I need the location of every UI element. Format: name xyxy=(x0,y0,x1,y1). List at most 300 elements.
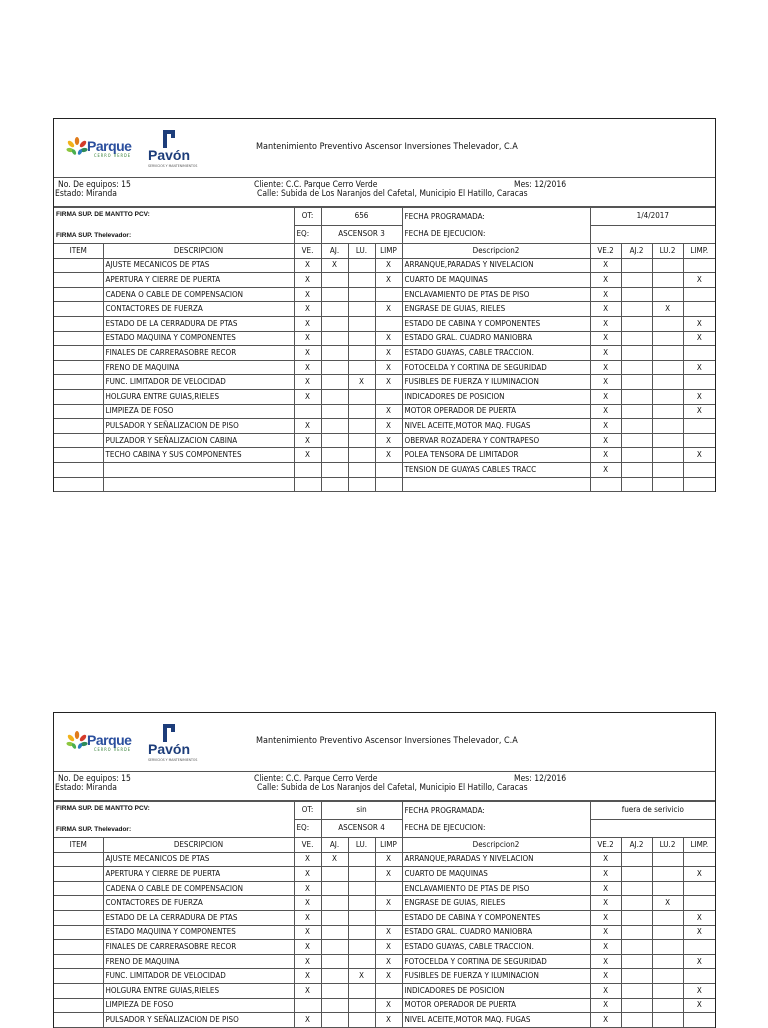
table-cell xyxy=(683,852,715,867)
table-cell: X xyxy=(590,448,621,463)
table-cell xyxy=(348,448,375,463)
table-cell: CONTACTORES DE FUERZA xyxy=(103,896,294,911)
table-cell: ESTADO DE LA CERRADURA DE PTAS xyxy=(103,910,294,925)
column-header: LU.2 xyxy=(652,244,683,259)
table-cell: X xyxy=(294,360,321,375)
table-cell xyxy=(652,969,683,984)
table-cell: X xyxy=(294,896,321,911)
table-cell xyxy=(321,881,348,896)
table-cell: X xyxy=(294,881,321,896)
table-cell: X xyxy=(683,389,715,404)
table-cell xyxy=(652,331,683,346)
table-cell: ESTADO MAQUINA Y COMPONENTES xyxy=(103,925,294,940)
table-cell xyxy=(54,287,103,302)
table-cell xyxy=(590,477,621,492)
table-row xyxy=(54,419,715,434)
no-equipos: No. De equipos: 15 xyxy=(58,774,131,784)
table-cell: X xyxy=(375,954,402,969)
table-cell xyxy=(321,969,348,984)
table-row xyxy=(54,881,715,896)
table-cell xyxy=(54,360,103,375)
table-cell xyxy=(54,375,103,390)
table-row xyxy=(54,925,715,940)
table-cell xyxy=(375,983,402,998)
table-cell: X xyxy=(294,983,321,998)
table-cell: X xyxy=(294,969,321,984)
column-header: AJ.2 xyxy=(621,244,652,259)
table-cell: X xyxy=(294,1013,321,1028)
table-cell: ENGRASE DE GUIAS, RIELES xyxy=(402,896,590,911)
table-cell xyxy=(321,925,348,940)
table-cell: X xyxy=(590,881,621,896)
table-cell xyxy=(348,477,375,492)
table-cell xyxy=(683,940,715,955)
pavon-tag: SERVICIOS Y MANTENIMIENTOS xyxy=(148,758,198,762)
table-cell: X xyxy=(375,419,402,434)
table-row xyxy=(54,360,715,375)
table-cell: ESTADO DE CABINA Y COMPONENTES xyxy=(402,910,590,925)
table-cell xyxy=(683,375,715,390)
table-cell xyxy=(621,867,652,882)
table-cell xyxy=(652,477,683,492)
maintenance-form-ascensor-3 xyxy=(53,118,716,492)
table-cell: CADENA O CABLE DE COMPENSACION xyxy=(103,881,294,896)
table-cell: X xyxy=(294,419,321,434)
table-cell xyxy=(621,1013,652,1028)
pavon-word: Pavón xyxy=(148,741,191,757)
table-cell xyxy=(321,462,348,477)
table-cell xyxy=(652,433,683,448)
table-cell: X xyxy=(294,302,321,317)
table-cell xyxy=(348,998,375,1013)
table-row xyxy=(54,375,715,390)
table-cell xyxy=(621,852,652,867)
table-cell xyxy=(294,998,321,1013)
table-row xyxy=(54,940,715,955)
estado: Estado: Miranda xyxy=(55,783,117,793)
table-cell xyxy=(621,331,652,346)
table-cell xyxy=(54,896,103,911)
table-row xyxy=(54,1013,715,1028)
table-cell xyxy=(348,346,375,361)
table-cell: X xyxy=(294,258,321,273)
calle: Calle: Subida de Los Naranjos del Cafetal, Municipio El Hatillo, Caracas xyxy=(257,783,528,793)
table-cell xyxy=(54,969,103,984)
table-cell xyxy=(348,389,375,404)
form-header xyxy=(54,713,715,772)
table-cell: FINALES DE CARRERASOBRE RECOR xyxy=(103,346,294,361)
parque-word: Parque xyxy=(87,138,132,154)
table-cell xyxy=(54,462,103,477)
table-cell: TENSION DE GUAYAS CABLES TRACC xyxy=(402,462,590,477)
column-header: VE.2 xyxy=(590,838,621,853)
table-cell: X xyxy=(590,360,621,375)
table-cell xyxy=(54,852,103,867)
table-cell xyxy=(294,404,321,419)
fecha-programada-label: FECHA PROGRAMADA: xyxy=(402,208,590,226)
table-cell: X xyxy=(294,375,321,390)
table-cell: CONTACTORES DE FUERZA xyxy=(103,302,294,317)
table-cell: X xyxy=(294,433,321,448)
table-cell: NIVEL ACEITE,MOTOR MAQ. FUGAS xyxy=(402,1013,590,1028)
table-cell: X xyxy=(683,448,715,463)
table-cell: X xyxy=(375,896,402,911)
table-cell xyxy=(683,346,715,361)
table-cell: X xyxy=(590,998,621,1013)
table-cell: FUSIBLES DE FUERZA Y ILUMINACION xyxy=(402,969,590,984)
table-cell: X xyxy=(294,273,321,288)
table-cell xyxy=(321,346,348,361)
table-cell xyxy=(621,433,652,448)
column-header: VE. xyxy=(294,838,321,853)
table-cell: X xyxy=(590,867,621,882)
table-cell: ESTADO GRAL. CUADRO MANIOBRA xyxy=(402,331,590,346)
table-cell: X xyxy=(348,969,375,984)
table-cell xyxy=(348,910,375,925)
table-row xyxy=(54,273,715,288)
table-cell: X xyxy=(375,258,402,273)
table-cell xyxy=(621,287,652,302)
column-header: AJ. xyxy=(321,244,348,259)
table-cell: X xyxy=(590,940,621,955)
table-cell: ESTADO MAQUINA Y COMPONENTES xyxy=(103,331,294,346)
ot-label: OT: xyxy=(294,802,321,820)
table-cell: ESTADO GUAYAS, CABLE TRACCION. xyxy=(402,940,590,955)
table-cell: POLEA TENSORA DE LIMITADOR xyxy=(402,448,590,463)
table-cell: X xyxy=(683,925,715,940)
table-cell xyxy=(54,389,103,404)
no-equipos: No. De equipos: 15 xyxy=(58,180,131,190)
table-row xyxy=(54,867,715,882)
table-cell xyxy=(683,302,715,317)
table-cell xyxy=(683,881,715,896)
table-cell xyxy=(375,910,402,925)
table-cell xyxy=(54,983,103,998)
table-cell: X xyxy=(590,389,621,404)
table-cell: X xyxy=(375,1013,402,1028)
table-cell xyxy=(652,448,683,463)
table-cell xyxy=(321,433,348,448)
table-cell xyxy=(54,346,103,361)
table-cell: X xyxy=(683,983,715,998)
table-cell: ENCLAVAMIENTO DE PTAS DE PISO xyxy=(402,287,590,302)
table-cell: ENCLAVAMIENTO DE PTAS DE PISO xyxy=(402,881,590,896)
table-cell: AJUSTE MECANICOS DE PTAS xyxy=(103,258,294,273)
table-cell xyxy=(348,316,375,331)
table-cell xyxy=(652,346,683,361)
table-cell: ARRANQUE,PARADAS Y NIVELACION xyxy=(402,258,590,273)
table-cell: FUNC. LIMITADOR DE VELOCIDAD xyxy=(103,969,294,984)
table-cell xyxy=(621,346,652,361)
table-row xyxy=(54,910,715,925)
table-cell: X xyxy=(590,433,621,448)
table-cell xyxy=(652,881,683,896)
table-header-row xyxy=(54,838,715,853)
ot-value: sin xyxy=(321,802,402,820)
parque-sub: CERRO VERDE xyxy=(94,747,132,752)
table-row xyxy=(54,302,715,317)
table-cell: ESTADO DE CABINA Y COMPONENTES xyxy=(402,316,590,331)
table-cell xyxy=(54,331,103,346)
table-cell: X xyxy=(683,404,715,419)
table-cell: FINALES DE CARRERASOBRE RECOR xyxy=(103,940,294,955)
table-cell: X xyxy=(294,925,321,940)
table-cell xyxy=(321,983,348,998)
table-cell xyxy=(321,448,348,463)
table-cell: AJUSTE MECANICOS DE PTAS xyxy=(103,852,294,867)
parque-leaf-icon xyxy=(66,137,88,157)
table-cell: X xyxy=(375,940,402,955)
table-cell xyxy=(54,302,103,317)
table-cell xyxy=(621,448,652,463)
column-header: LIMP. xyxy=(683,244,715,259)
parque-cerro-verde-logo xyxy=(66,137,144,159)
table-cell: X xyxy=(375,404,402,419)
table-cell: X xyxy=(590,896,621,911)
table-cell xyxy=(621,389,652,404)
table-cell xyxy=(652,360,683,375)
table-cell xyxy=(683,896,715,911)
column-header: AJ.2 xyxy=(621,838,652,853)
table-cell: X xyxy=(683,910,715,925)
table-row xyxy=(54,477,715,492)
table-cell xyxy=(621,273,652,288)
table-cell xyxy=(652,1013,683,1028)
table-cell xyxy=(348,954,375,969)
column-header: LU. xyxy=(348,838,375,853)
eq-value: ASCENSOR 3 xyxy=(321,225,402,244)
table-cell xyxy=(321,419,348,434)
table-cell xyxy=(652,983,683,998)
table-cell xyxy=(652,389,683,404)
table-cell xyxy=(321,1013,348,1028)
table-cell xyxy=(652,287,683,302)
table-cell: X xyxy=(683,273,715,288)
table-cell xyxy=(348,896,375,911)
table-cell xyxy=(54,433,103,448)
pavon-tag: SERVICIOS Y MANTENIMIENTOS xyxy=(148,164,198,168)
table-row xyxy=(54,346,715,361)
table-cell xyxy=(348,419,375,434)
column-header: ITEM xyxy=(54,244,103,259)
table-cell xyxy=(652,316,683,331)
table-row xyxy=(54,389,715,404)
client-info xyxy=(54,178,715,207)
table-cell xyxy=(54,477,103,492)
table-cell: MOTOR OPERADOR DE PUERTA xyxy=(402,404,590,419)
table-cell: ESTADO DE LA CERRADURA DE PTAS xyxy=(103,316,294,331)
table-cell xyxy=(621,462,652,477)
table-header-row xyxy=(54,244,715,259)
fecha-programada-value: fuera de serivicio xyxy=(590,802,715,820)
table-cell: X xyxy=(683,331,715,346)
table-cell: ESTADO GRAL. CUADRO MANIOBRA xyxy=(402,925,590,940)
table-cell: X xyxy=(321,852,348,867)
table-cell: ARRANQUE,PARADAS Y NIVELACION xyxy=(402,852,590,867)
table-row xyxy=(54,462,715,477)
table-cell xyxy=(321,375,348,390)
column-header: ITEM xyxy=(54,838,103,853)
table-cell: X xyxy=(683,360,715,375)
parque-word: Parque xyxy=(87,732,132,748)
fecha-programada-label: FECHA PROGRAMADA: xyxy=(402,802,590,820)
table-cell: X xyxy=(590,925,621,940)
table-cell xyxy=(375,389,402,404)
table-cell xyxy=(375,287,402,302)
fecha-programada-value: 1/4/2017 xyxy=(590,208,715,226)
firma-sup-mantto-label: FIRMA SUP. DE MANTTO PCV: xyxy=(54,802,294,820)
firma-sup-thelevador-label: FIRMA SUP. Thelevador: xyxy=(54,819,294,838)
table-cell: X xyxy=(590,462,621,477)
column-header: LIMP. xyxy=(683,838,715,853)
table-cell xyxy=(321,302,348,317)
table-cell xyxy=(621,360,652,375)
table-cell xyxy=(54,316,103,331)
table-cell xyxy=(683,1013,715,1028)
table-cell: X xyxy=(294,287,321,302)
table-cell: X xyxy=(294,389,321,404)
table-cell xyxy=(321,477,348,492)
form-header xyxy=(54,119,715,178)
table-cell: OBERVAR ROZADERA Y CONTRAPESO xyxy=(402,433,590,448)
table-cell: HOLGURA ENTRE GUIAS,RIELES xyxy=(103,983,294,998)
maintenance-form-ascensor-4 xyxy=(53,712,716,1028)
table-cell xyxy=(321,998,348,1013)
table-cell xyxy=(652,954,683,969)
table-cell: FRENO DE MAQUINA xyxy=(103,360,294,375)
table-cell: X xyxy=(590,375,621,390)
table-cell: X xyxy=(375,375,402,390)
column-header: VE. xyxy=(294,244,321,259)
table-cell xyxy=(294,462,321,477)
column-header: Descripcion2 xyxy=(402,838,590,853)
table-cell: X xyxy=(375,998,402,1013)
column-header: LU. xyxy=(348,244,375,259)
table-cell xyxy=(348,881,375,896)
column-header: VE.2 xyxy=(590,244,621,259)
table-cell xyxy=(348,273,375,288)
table-cell xyxy=(683,477,715,492)
table-row xyxy=(54,998,715,1013)
table-cell xyxy=(348,940,375,955)
table-cell: X xyxy=(375,346,402,361)
table-cell xyxy=(621,258,652,273)
table-cell xyxy=(652,940,683,955)
table-cell xyxy=(348,462,375,477)
table-cell xyxy=(321,360,348,375)
table-cell xyxy=(54,419,103,434)
table-cell xyxy=(54,925,103,940)
table-cell: X xyxy=(375,302,402,317)
table-cell: INDICADORES DE POSICION xyxy=(402,389,590,404)
table-cell xyxy=(321,273,348,288)
table-cell: X xyxy=(683,954,715,969)
table-cell xyxy=(652,462,683,477)
table-cell xyxy=(348,302,375,317)
table-cell xyxy=(54,273,103,288)
table-cell xyxy=(348,404,375,419)
table-cell xyxy=(621,954,652,969)
table-cell: ENGRASE DE GUIAS, RIELES xyxy=(402,302,590,317)
table-cell: TECHO CABINA Y SUS COMPONENTES xyxy=(103,448,294,463)
table-cell: X xyxy=(294,940,321,955)
table-cell xyxy=(375,477,402,492)
firma-sup-mantto-label: FIRMA SUP. DE MANTTO PCV: xyxy=(54,208,294,226)
table-cell: X xyxy=(590,910,621,925)
table-cell xyxy=(294,477,321,492)
mes: Mes: 12/2016 xyxy=(514,180,567,190)
table-cell xyxy=(321,331,348,346)
table-cell xyxy=(321,316,348,331)
eq-label: EQ: xyxy=(294,819,321,838)
table-cell xyxy=(54,881,103,896)
table-row xyxy=(54,404,715,419)
table-cell xyxy=(54,404,103,419)
table-cell xyxy=(683,969,715,984)
table-cell xyxy=(621,404,652,419)
table-cell xyxy=(348,867,375,882)
table-cell xyxy=(54,867,103,882)
table-cell: CUARTO DE MAQUINAS xyxy=(402,867,590,882)
table-cell: PULSADOR Y SEÑALIZACION DE PISO xyxy=(103,1013,294,1028)
table-cell xyxy=(621,969,652,984)
maintenance-table xyxy=(54,801,715,1028)
column-header: Descripcion2 xyxy=(402,244,590,259)
table-cell: X xyxy=(590,258,621,273)
table-cell: X xyxy=(590,1013,621,1028)
table-cell xyxy=(683,419,715,434)
table-cell: X xyxy=(348,375,375,390)
table-cell: X xyxy=(375,448,402,463)
table-cell: PULZADOR Y SEÑALIZACION CABINA xyxy=(103,433,294,448)
table-cell: X xyxy=(375,969,402,984)
table-cell xyxy=(652,258,683,273)
fecha-ejecucion-label: FECHA DE EJECUCION: xyxy=(402,225,590,244)
table-row xyxy=(54,258,715,273)
pavon-logo xyxy=(146,128,196,172)
eq-value: ASCENSOR 4 xyxy=(321,819,402,838)
table-cell xyxy=(348,852,375,867)
table-cell xyxy=(54,448,103,463)
column-header: LIMP xyxy=(375,838,402,853)
table-cell: X xyxy=(294,910,321,925)
estado: Estado: Miranda xyxy=(55,189,117,199)
table-cell: X xyxy=(590,273,621,288)
table-cell xyxy=(652,998,683,1013)
table-cell xyxy=(54,910,103,925)
table-row xyxy=(54,287,715,302)
fecha-ejecucion-value xyxy=(590,819,715,838)
table-cell: CADENA O CABLE DE COMPENSACION xyxy=(103,287,294,302)
table-cell xyxy=(683,433,715,448)
fecha-ejecucion-value xyxy=(590,225,715,244)
table-cell: X xyxy=(590,954,621,969)
table-cell xyxy=(683,462,715,477)
fecha-ejecucion-label: FECHA DE EJECUCION: xyxy=(402,819,590,838)
table-row xyxy=(54,433,715,448)
table-cell xyxy=(621,375,652,390)
table-row xyxy=(54,954,715,969)
table-cell xyxy=(621,896,652,911)
ot-value: 656 xyxy=(321,208,402,226)
table-cell: X xyxy=(652,896,683,911)
form-title: Mantenimiento Preventivo Ascensor Inversiones Thelevador, C.A xyxy=(256,736,518,746)
table-cell: X xyxy=(590,419,621,434)
table-cell: NIVEL ACEITE,MOTOR MAQ. FUGAS xyxy=(402,419,590,434)
ot-label: OT: xyxy=(294,208,321,226)
table-cell: X xyxy=(590,852,621,867)
table-cell xyxy=(321,389,348,404)
